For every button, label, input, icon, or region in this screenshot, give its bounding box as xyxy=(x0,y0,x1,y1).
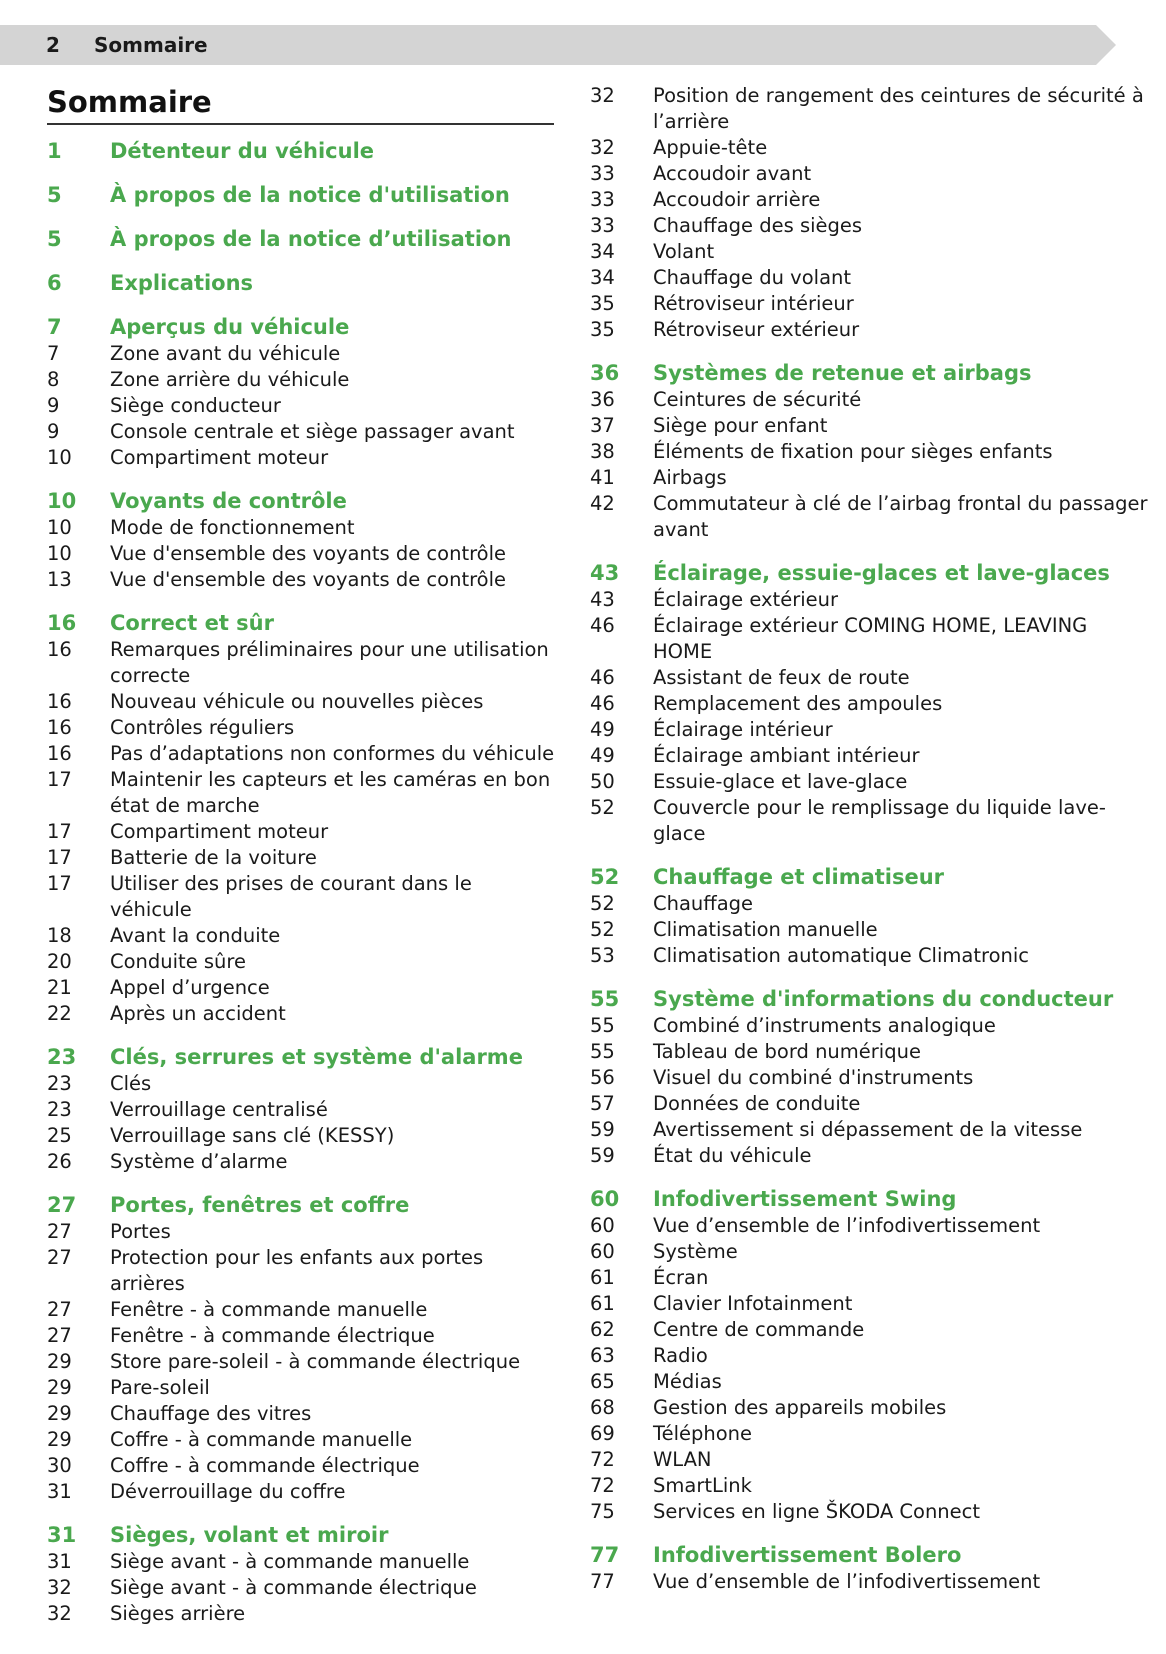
toc-entry-title: Store pare-soleil - à commande électrique xyxy=(110,1350,521,1373)
toc-page-number: 23 xyxy=(47,1045,77,1069)
toc-entry-title: Verrouillage centralisé xyxy=(110,1098,328,1121)
toc-right-column xyxy=(590,83,1150,1595)
toc-section[interactable] xyxy=(590,863,1150,891)
toc-page-number: 52 xyxy=(590,918,615,941)
toc-entry-title: Protection pour les enfants aux portes arrières xyxy=(110,1246,484,1295)
toc-page-number: 72 xyxy=(590,1474,615,1497)
toc-entry-title: Sièges arrière xyxy=(110,1602,246,1625)
toc-entry[interactable] xyxy=(590,465,1150,491)
toc-entry-title: Radio xyxy=(653,1344,708,1367)
toc-page-number: 31 xyxy=(47,1550,72,1573)
toc-entry-title: Airbags xyxy=(653,466,727,489)
toc-section-title: Éclairage, essuie-glaces et lave-glaces xyxy=(653,561,1110,585)
toc-page-number: 55 xyxy=(590,987,620,1011)
toc-page-number: 35 xyxy=(590,318,615,341)
toc-page-number: 9 xyxy=(47,394,60,417)
toc-section-title: Clés, serrures et système d'alarme xyxy=(110,1045,523,1069)
toc-entry-title: Médias xyxy=(653,1370,722,1393)
toc-entry-title: Pare-soleil xyxy=(110,1376,210,1399)
toc-entry[interactable] xyxy=(47,871,557,923)
toc-entry-title: SmartLink xyxy=(653,1474,752,1497)
toc-page-number: 77 xyxy=(590,1543,620,1567)
toc-page-number: 55 xyxy=(590,1014,615,1037)
toc-section[interactable] xyxy=(590,985,1150,1013)
toc-entry[interactable] xyxy=(47,541,557,567)
toc-entry-title: Avant la conduite xyxy=(110,924,281,947)
toc-section-title: Correct et sûr xyxy=(110,611,274,635)
toc-page-number: 27 xyxy=(47,1298,72,1321)
toc-page-number: 46 xyxy=(590,692,615,715)
toc-entry[interactable] xyxy=(47,1297,557,1323)
toc-page-number: 22 xyxy=(47,1002,72,1025)
toc-entry[interactable] xyxy=(47,741,557,767)
toc-entry-title: Téléphone xyxy=(653,1422,753,1445)
toc-section-title: À propos de la notice d'utilisation xyxy=(110,183,510,207)
toc-entry[interactable] xyxy=(590,917,1150,943)
toc-entry-title: Couvercle pour le remplissage du liquide lave-glace xyxy=(653,796,1106,845)
page-title: Sommaire xyxy=(47,85,212,119)
toc-page-number: 35 xyxy=(590,292,615,315)
toc-entry[interactable] xyxy=(47,1245,557,1297)
toc-page-number: 33 xyxy=(590,188,615,211)
toc-entry[interactable] xyxy=(590,1317,1150,1343)
toc-entry[interactable] xyxy=(47,845,557,871)
toc-entry-title: Volant xyxy=(653,240,715,263)
toc-entry[interactable] xyxy=(590,1239,1150,1265)
toc-entry[interactable] xyxy=(590,265,1150,291)
toc-page-number: 23 xyxy=(47,1098,72,1121)
toc-page-number: 25 xyxy=(47,1124,72,1147)
toc-page-number: 46 xyxy=(590,614,615,637)
toc-entry[interactable] xyxy=(47,1427,557,1453)
toc-entry-title: Centre de commande xyxy=(653,1318,865,1341)
toc-entry[interactable] xyxy=(590,587,1150,613)
toc-section[interactable] xyxy=(590,559,1150,587)
toc-entry[interactable] xyxy=(47,445,557,471)
toc-page-number: 41 xyxy=(590,466,615,489)
toc-entry-title: Éclairage intérieur xyxy=(653,718,833,741)
toc-page-number: 43 xyxy=(590,561,620,585)
toc-entry[interactable] xyxy=(47,923,557,949)
toc-section-title: À propos de la notice d’utilisation xyxy=(110,227,512,251)
toc-page-number: 31 xyxy=(47,1480,72,1503)
toc-section[interactable] xyxy=(47,137,557,165)
toc-page-number: 31 xyxy=(47,1523,77,1547)
toc-entry-title: Services en ligne ŠKODA Connect xyxy=(653,1500,981,1523)
toc-page-number: 77 xyxy=(590,1570,615,1593)
toc-entry-title: Tableau de bord numérique xyxy=(653,1040,921,1063)
header-arrow xyxy=(1096,25,1116,65)
toc-entry-title: Vue d'ensemble des voyants de contrôle xyxy=(110,542,507,565)
toc-entry[interactable] xyxy=(47,949,557,975)
toc-page-number: 32 xyxy=(590,136,615,159)
toc-section[interactable] xyxy=(47,225,557,253)
toc-section[interactable] xyxy=(47,269,557,297)
toc-page-number: 10 xyxy=(47,446,72,469)
toc-page-number: 36 xyxy=(590,388,615,411)
toc-entry-title: Chauffage du volant xyxy=(653,266,852,289)
toc-entry[interactable] xyxy=(590,743,1150,769)
toc-entry[interactable] xyxy=(590,1395,1150,1421)
toc-page-number: 29 xyxy=(47,1402,72,1425)
toc-entry-title: Rétroviseur extérieur xyxy=(653,318,860,341)
toc-page-number: 27 xyxy=(47,1193,77,1217)
toc-section[interactable] xyxy=(47,313,557,341)
toc-page-number: 61 xyxy=(590,1266,615,1289)
toc-section-title: Portes, fenêtres et coffre xyxy=(110,1193,410,1217)
toc-page-number: 16 xyxy=(47,690,72,713)
toc-entry[interactable] xyxy=(590,795,1150,847)
toc-entry[interactable] xyxy=(47,715,557,741)
toc-entry[interactable] xyxy=(47,393,557,419)
toc-entry[interactable] xyxy=(47,1349,557,1375)
toc-entry[interactable] xyxy=(590,1265,1150,1291)
toc-section[interactable] xyxy=(47,1043,557,1071)
toc-page-number: 16 xyxy=(47,638,72,661)
toc-section[interactable] xyxy=(47,1521,557,1549)
toc-entry[interactable] xyxy=(47,1375,557,1401)
toc-entry-title: Portes xyxy=(110,1220,171,1243)
toc-entry[interactable] xyxy=(47,689,557,715)
toc-entry-title: Clés xyxy=(110,1072,152,1095)
toc-entry-title: Données de conduite xyxy=(653,1092,861,1115)
toc-entry-title: Après un accident xyxy=(110,1002,286,1025)
toc-page-number: 33 xyxy=(590,162,615,185)
header-page-number: 2 xyxy=(46,33,60,57)
toc-entry-title: Appuie-tête xyxy=(653,136,768,159)
toc-entry[interactable] xyxy=(47,1071,557,1097)
toc-entry-title: Accoudoir arrière xyxy=(653,188,821,211)
toc-entry[interactable] xyxy=(47,1123,557,1149)
toc-page-number: 32 xyxy=(590,84,615,107)
toc-page-number: 18 xyxy=(47,924,72,947)
toc-entry[interactable] xyxy=(590,1013,1150,1039)
toc-page-number: 75 xyxy=(590,1500,615,1523)
toc-entry[interactable] xyxy=(47,567,557,593)
toc-page-number: 5 xyxy=(47,183,62,207)
toc-page-number: 5 xyxy=(47,227,62,251)
toc-entry[interactable] xyxy=(47,1401,557,1427)
toc-entry-title: Avertissement si dépassement de la vitesse xyxy=(653,1118,1083,1141)
toc-entry[interactable] xyxy=(590,291,1150,317)
toc-entry-title: Visuel du combiné d'instruments xyxy=(653,1066,974,1089)
toc-page-number: 7 xyxy=(47,315,62,339)
toc-entry-title: Système xyxy=(653,1240,738,1263)
toc-entry[interactable] xyxy=(47,419,557,445)
toc-page-number: 20 xyxy=(47,950,72,973)
toc-entry-title: Assistant de feux de route xyxy=(653,666,910,689)
toc-section-title: Infodivertissement Bolero xyxy=(653,1543,962,1567)
toc-entry[interactable] xyxy=(590,665,1150,691)
toc-page-number: 9 xyxy=(47,420,60,443)
toc-entry-title: Position de rangement des ceintures de sécurité à l’arrière xyxy=(653,84,1144,133)
toc-page-number: 42 xyxy=(590,492,615,515)
toc-entry[interactable] xyxy=(47,637,557,689)
toc-entry[interactable] xyxy=(590,1143,1150,1169)
toc-entry[interactable] xyxy=(590,1421,1150,1447)
toc-entry-title: Système d’alarme xyxy=(110,1150,288,1173)
toc-page-number: 29 xyxy=(47,1428,72,1451)
toc-entry[interactable] xyxy=(590,1473,1150,1499)
toc-entry[interactable] xyxy=(590,1039,1150,1065)
toc-page-number: 60 xyxy=(590,1187,620,1211)
toc-page-number: 53 xyxy=(590,944,615,967)
toc-page-number: 17 xyxy=(47,846,72,869)
toc-page-number: 59 xyxy=(590,1118,615,1141)
toc-page-number: 57 xyxy=(590,1092,615,1115)
toc-page-number: 16 xyxy=(47,742,72,765)
toc-page-number: 10 xyxy=(47,516,72,539)
toc-entry-title: Vue d'ensemble des voyants de contrôle xyxy=(110,568,507,591)
toc-entry[interactable] xyxy=(47,1479,557,1505)
toc-page-number: 43 xyxy=(590,588,615,611)
toc-entry[interactable] xyxy=(47,1601,557,1627)
toc-page-number: 72 xyxy=(590,1448,615,1471)
toc-entry-title: Gestion des appareils mobiles xyxy=(653,1396,947,1419)
toc-section[interactable] xyxy=(590,1185,1150,1213)
toc-section[interactable] xyxy=(47,487,557,515)
toc-page-number: 52 xyxy=(590,892,615,915)
toc-page-number: 36 xyxy=(590,361,620,385)
toc-entry-title: Clavier Infotainment xyxy=(653,1292,853,1315)
toc-entry[interactable] xyxy=(590,1065,1150,1091)
toc-section[interactable] xyxy=(47,609,557,637)
toc-entry[interactable] xyxy=(47,1219,557,1245)
toc-page-number: 68 xyxy=(590,1396,615,1419)
toc-entry[interactable] xyxy=(590,239,1150,265)
toc-entry[interactable] xyxy=(47,341,557,367)
toc-page-number: 8 xyxy=(47,368,60,391)
toc-page-number: 50 xyxy=(590,770,615,793)
toc-entry-title: Écran xyxy=(653,1266,709,1289)
toc-entry[interactable] xyxy=(590,83,1150,135)
toc-entry[interactable] xyxy=(590,1569,1150,1595)
toc-entry[interactable] xyxy=(590,613,1150,665)
toc-entry-title: Conduite sûre xyxy=(110,950,247,973)
toc-entry[interactable] xyxy=(47,767,557,819)
toc-entry[interactable] xyxy=(47,1323,557,1349)
toc-page-number: 59 xyxy=(590,1144,615,1167)
toc-entry[interactable] xyxy=(590,213,1150,239)
toc-entry[interactable] xyxy=(47,975,557,1001)
toc-entry[interactable] xyxy=(590,491,1150,543)
toc-section-title: Chauffage et climatiseur xyxy=(653,865,945,889)
toc-page-number: 55 xyxy=(590,1040,615,1063)
toc-page-number: 21 xyxy=(47,976,72,999)
title-divider xyxy=(47,123,554,125)
toc-entry-title: Batterie de la voiture xyxy=(110,846,317,869)
toc-entry-title: Éclairage extérieur COMING HOME, LEAVING HOME xyxy=(653,614,1088,663)
toc-entry[interactable] xyxy=(47,1149,557,1175)
toc-entry-title: Verrouillage sans clé (KESSY) xyxy=(110,1124,395,1147)
toc-entry[interactable] xyxy=(47,1575,557,1601)
toc-entry[interactable] xyxy=(47,367,557,393)
toc-entry[interactable] xyxy=(590,1091,1150,1117)
toc-entry[interactable] xyxy=(590,769,1150,795)
toc-entry-title: Coffre - à commande manuelle xyxy=(110,1428,413,1451)
toc-entry[interactable] xyxy=(590,1213,1150,1239)
toc-page-number: 16 xyxy=(47,611,77,635)
toc-entry-title: Essuie-glace et lave-glace xyxy=(653,770,908,793)
toc-entry-title: Appel d’urgence xyxy=(110,976,270,999)
toc-entry[interactable] xyxy=(590,943,1150,969)
toc-section[interactable] xyxy=(47,181,557,209)
toc-entry[interactable] xyxy=(590,387,1150,413)
toc-entry[interactable] xyxy=(47,1453,557,1479)
toc-entry[interactable] xyxy=(590,1291,1150,1317)
toc-entry-title: Contrôles réguliers xyxy=(110,716,295,739)
toc-entry-title: Ceintures de sécurité xyxy=(653,388,862,411)
toc-page-number: 6 xyxy=(47,271,62,295)
toc-entry[interactable] xyxy=(590,1117,1150,1143)
toc-entry[interactable] xyxy=(590,161,1150,187)
toc-page-number: 26 xyxy=(47,1150,72,1173)
toc-page-number: 62 xyxy=(590,1318,615,1341)
toc-entry[interactable] xyxy=(47,1097,557,1123)
header-title: Sommaire xyxy=(94,33,208,57)
toc-page-number: 56 xyxy=(590,1066,615,1089)
toc-entry-title: Climatisation manuelle xyxy=(653,918,878,941)
toc-page-number: 10 xyxy=(47,489,77,513)
toc-entry-title: Déverrouillage du coffre xyxy=(110,1480,346,1503)
toc-entry-title: Mode de fonctionnement xyxy=(110,516,355,539)
toc-entry-title: Chauffage xyxy=(653,892,754,915)
toc-page-number: 52 xyxy=(590,865,620,889)
toc-section-title: Voyants de contrôle xyxy=(110,489,347,513)
toc-entry-title: WLAN xyxy=(653,1448,712,1471)
toc-entry[interactable] xyxy=(590,891,1150,917)
toc-entry-title: Coffre - à commande électrique xyxy=(110,1454,420,1477)
toc-entry-title: Éclairage ambiant intérieur xyxy=(653,744,920,767)
toc-entry-title: Fenêtre - à commande manuelle xyxy=(110,1298,428,1321)
toc-page-number: 17 xyxy=(47,768,72,791)
toc-section[interactable] xyxy=(590,359,1150,387)
toc-entry-title: Compartiment moteur xyxy=(110,820,329,843)
toc-entry-title: Remplacement des ampoules xyxy=(653,692,943,715)
toc-entry-title: Commutateur à clé de l’airbag frontal du passager avant xyxy=(653,492,1148,541)
toc-entry-title: État du véhicule xyxy=(653,1144,812,1167)
toc-page-number: 34 xyxy=(590,240,615,263)
toc-entry-title: Éléments de fixation pour sièges enfants xyxy=(653,440,1053,463)
toc-entry-title: Pas d’adaptations non conformes du véhicule xyxy=(110,742,555,765)
toc-entry[interactable] xyxy=(47,819,557,845)
toc-entry-title: Remarques préliminaires pour une utilisation correcte xyxy=(110,638,549,687)
toc-section-title: Détenteur du véhicule xyxy=(110,139,375,163)
toc-page-number: 7 xyxy=(47,342,60,365)
toc-page-number: 16 xyxy=(47,716,72,739)
toc-entry-title: Vue d’ensemble de l’infodivertissement xyxy=(653,1570,1041,1593)
toc-entry[interactable] xyxy=(47,1001,557,1027)
toc-section-title: Infodivertissement Swing xyxy=(653,1187,957,1211)
toc-section-title: Systèmes de retenue et airbags xyxy=(653,361,1032,385)
toc-page-number: 61 xyxy=(590,1292,615,1315)
toc-page-number: 27 xyxy=(47,1324,72,1347)
toc-entry[interactable] xyxy=(590,135,1150,161)
toc-page-number: 32 xyxy=(47,1576,72,1599)
toc-entry[interactable] xyxy=(590,1499,1150,1525)
toc-entry[interactable] xyxy=(47,515,557,541)
toc-entry-title: Combiné d’instruments analogique xyxy=(653,1014,996,1037)
toc-entry-title: Zone avant du véhicule xyxy=(110,342,341,365)
toc-entry-title: Siège avant - à commande manuelle xyxy=(110,1550,470,1573)
toc-entry[interactable] xyxy=(590,1447,1150,1473)
toc-page-number: 23 xyxy=(47,1072,72,1095)
toc-entry-title: Siège pour enfant xyxy=(653,414,828,437)
toc-entry-title: Vue d’ensemble de l’infodivertissement xyxy=(653,1214,1041,1237)
toc-page-number: 33 xyxy=(590,214,615,237)
toc-page-number: 49 xyxy=(590,718,615,741)
toc-entry-title: Zone arrière du véhicule xyxy=(110,368,350,391)
toc-entry[interactable] xyxy=(590,1343,1150,1369)
toc-entry[interactable] xyxy=(590,691,1150,717)
toc-page-number: 27 xyxy=(47,1246,72,1269)
toc-entry-title: Maintenir les capteurs et les caméras en bon état de marche xyxy=(110,768,551,817)
toc-page-number: 69 xyxy=(590,1422,615,1445)
toc-page-number: 46 xyxy=(590,666,615,689)
toc-page-number: 27 xyxy=(47,1220,72,1243)
toc-entry[interactable] xyxy=(590,413,1150,439)
toc-page-number: 29 xyxy=(47,1376,72,1399)
toc-section[interactable] xyxy=(590,1541,1150,1569)
toc-entry-title: Siège conducteur xyxy=(110,394,281,417)
toc-entry-title: Siège avant - à commande électrique xyxy=(110,1576,477,1599)
toc-entry-title: Compartiment moteur xyxy=(110,446,329,469)
toc-entry-title: Nouveau véhicule ou nouvelles pièces xyxy=(110,690,484,713)
toc-entry-title: Chauffage des vitres xyxy=(110,1402,312,1425)
toc-entry[interactable] xyxy=(590,717,1150,743)
toc-section-title: Système d'informations du conducteur xyxy=(653,987,1114,1011)
toc-entry-title: Console centrale et siège passager avant xyxy=(110,420,515,443)
toc-entry[interactable] xyxy=(590,1369,1150,1395)
toc-entry-title: Climatisation automatique Climatronic xyxy=(653,944,1030,967)
toc-page-number: 1 xyxy=(47,139,62,163)
toc-page-number: 13 xyxy=(47,568,72,591)
toc-page-number: 52 xyxy=(590,796,615,819)
toc-page-number: 30 xyxy=(47,1454,72,1477)
toc-section[interactable] xyxy=(47,1191,557,1219)
toc-page-number: 29 xyxy=(47,1350,72,1373)
toc-page-number: 10 xyxy=(47,542,72,565)
toc-entry[interactable] xyxy=(590,317,1150,343)
toc-page-number: 65 xyxy=(590,1370,615,1393)
toc-entry-title: Chauffage des sièges xyxy=(653,214,863,237)
toc-page-number: 34 xyxy=(590,266,615,289)
toc-entry[interactable] xyxy=(590,439,1150,465)
toc-page-number: 60 xyxy=(590,1214,615,1237)
toc-left-column xyxy=(47,137,557,1627)
toc-entry-title: Fenêtre - à commande électrique xyxy=(110,1324,435,1347)
toc-page-number: 17 xyxy=(47,820,72,843)
toc-page-number: 38 xyxy=(590,440,615,463)
toc-section-title: Explications xyxy=(110,271,254,295)
toc-page-number: 63 xyxy=(590,1344,615,1367)
toc-page-number: 32 xyxy=(47,1602,72,1625)
toc-page-number: 37 xyxy=(590,414,615,437)
toc-page-number: 49 xyxy=(590,744,615,767)
toc-entry-title: Accoudoir avant xyxy=(653,162,812,185)
toc-section-title: Sièges, volant et miroir xyxy=(110,1523,389,1547)
toc-entry-title: Rétroviseur intérieur xyxy=(653,292,854,315)
toc-entry-title: Éclairage extérieur xyxy=(653,588,839,611)
toc-section-title: Aperçus du véhicule xyxy=(110,315,350,339)
toc-entry[interactable] xyxy=(47,1549,557,1575)
toc-entry-title: Utiliser des prises de courant dans le véhicule xyxy=(110,872,472,921)
toc-page-number: 60 xyxy=(590,1240,615,1263)
toc-entry[interactable] xyxy=(590,187,1150,213)
toc-page-number: 17 xyxy=(47,872,72,895)
